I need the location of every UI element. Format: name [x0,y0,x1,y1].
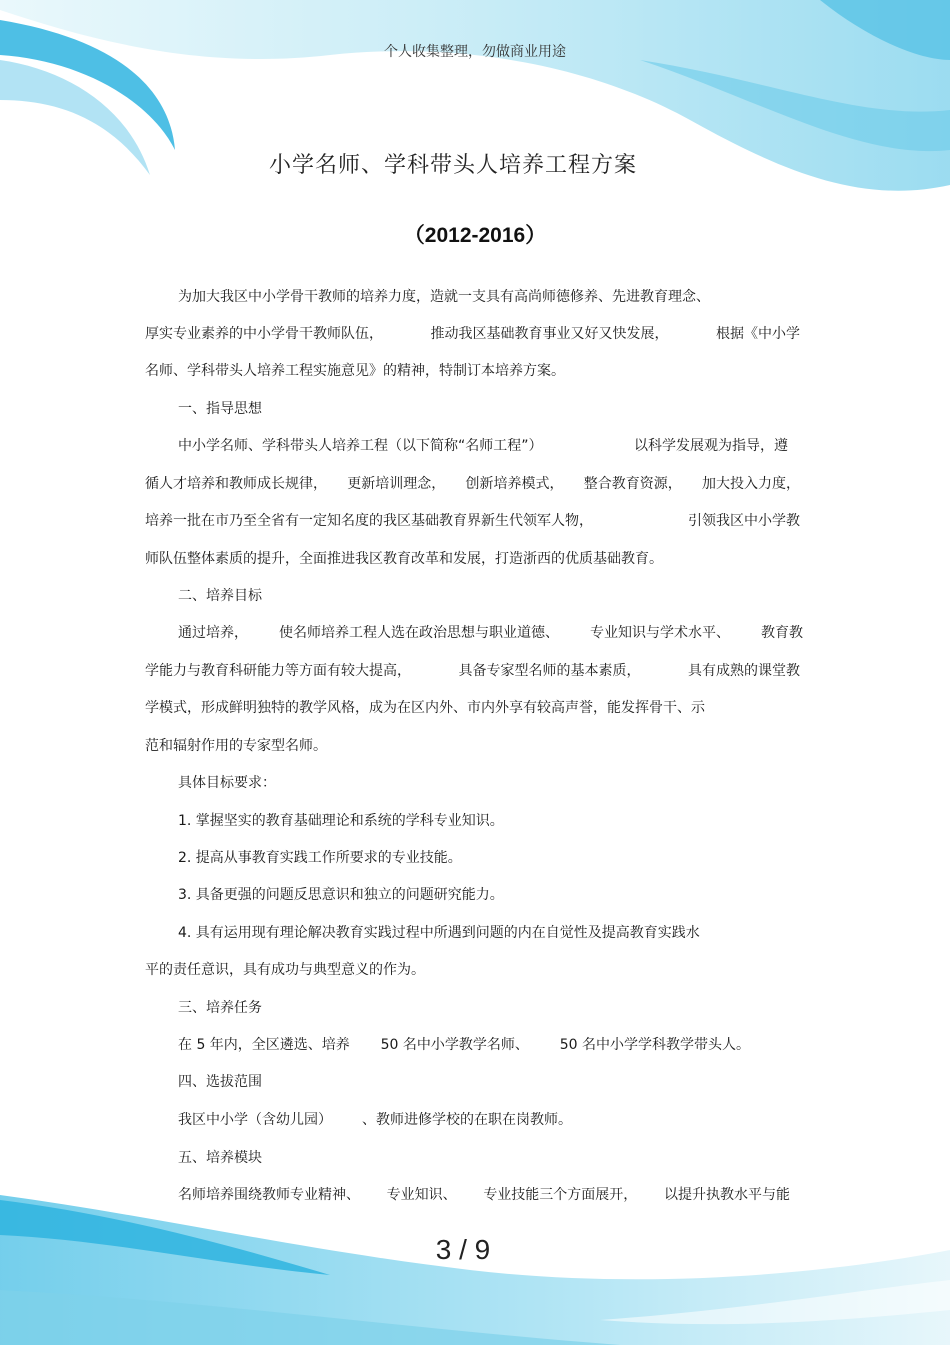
paragraph-line: 学能力与教育科研能力等方面有较大提高， 具备专家型名师的基本素质， 具有成熟的课堂教 [145,663,800,679]
paragraph-line: 名师、学科带头人培养工程实施意见》的精神，特制订本培养方案。 [145,363,565,379]
document-title: 小学名师、学科带头人培养工程方案 [268,153,637,178]
paragraph-line: 学模式，形成鲜明独特的教学风格，成为在区内外、市内外享有较高声誉，能发挥骨干、示 [145,700,705,716]
list-item: 2. 提高从事教育实践工作所要求的专业技能。 [178,850,462,866]
paragraph-line: 厚实专业素养的中小学骨干教师队伍， 推动我区基础教育事业又好又快发展， 根据《中小学 [145,326,800,342]
page-number: 3 / 9 [435,1234,491,1265]
paragraph-line: 具体目标要求： [178,775,276,791]
paragraph-line: 中小学名师、学科带头人培养工程（以下简称“名师工程”） 以科学发展观为指导，遵 [178,438,788,454]
section-heading: 三、培养任务 [178,1000,262,1016]
paragraph-line: 为加大我区中小学骨干教师的培养力度，造就一支具有高尚师德修养、先进教育理念、 [178,289,710,305]
document-years: （2012-2016） [403,224,547,247]
header-note: 个人收集整理，勿做商业用途 [384,44,566,60]
section-heading: 二、培养目标 [178,588,262,604]
paragraph-line: 我区中小学（含幼儿园） 、教师进修学校的在职在岗教师。 [178,1112,572,1128]
list-item-continuation: 平的责任意识，具有成功与典型意义的作为。 [145,962,425,978]
paragraph-line: 培养一批在市乃至全省有一定知名度的我区基础教育界新生代领军人物， 引领我区中小学教 [145,513,800,529]
paragraph-line: 通过培养， 使名师培养工程人选在政治思想与职业道德、 专业知识与学术水平、 教育教 [178,625,803,641]
section-heading: 五、培养模块 [178,1150,262,1166]
paragraph-line: 在 5 年内，全区遴选、培养 50 名中小学教学名师、 50 名中小学学科教学带头人。 [178,1037,750,1053]
paragraph-line: 循人才培养和教师成长规律， 更新培训理念， 创新培养模式， 整合教育资源， 加大投入力度， [145,476,800,492]
list-item: 4. 具有运用现有理论解决教育实践过程中所遇到问题的内在自觉性及提高教育实践水 [178,925,700,941]
section-heading: 四、选拔范围 [178,1074,262,1090]
paragraph-line: 范和辐射作用的专家型名师。 [145,738,327,754]
list-item: 3. 具备更强的问题反思意识和独立的问题研究能力。 [178,887,504,903]
paragraph-line: 名师培养围绕教师专业精神、 专业知识、 专业技能三个方面展开， 以提升执教水平与能 [178,1187,790,1203]
list-item: 1. 掌握坚实的教育基础理论和系统的学科专业知识。 [178,813,504,829]
section-heading: 一、指导思想 [178,401,262,417]
paragraph-line: 师队伍整体素质的提升，全面推进我区教育改革和发展，打造浙西的优质基础教育。 [145,551,663,567]
